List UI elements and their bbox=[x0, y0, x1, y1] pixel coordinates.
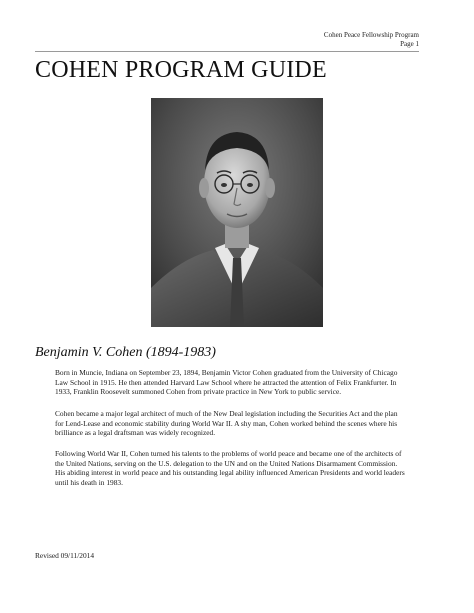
biography-paragraph: Born in Muncie, Indiana on September 23, 1894, Benjamin Victor Cohen graduated from the University of Chicago Law School in 1915. He then attended Harvard Law School where he attracted the attention of Felix Frankfurter. In 1933, Franklin Roosevelt summoned Cohen from private practice in New York to public service. bbox=[55, 368, 398, 396]
biography-heading: Benjamin V. Cohen (1894-1983) bbox=[35, 345, 216, 360]
document-title: COHEN PROGRAM GUIDE bbox=[35, 57, 327, 83]
biography-paragraph: Following World War II, Cohen turned his talents to the problems of world peace and became one of the architects of the United Nations, serving on the U.S. delegation to the UN and on the United Nations Disarmament Commission. His abiding interest in world peace and his outstanding legal ability influenced American Presidents and world leaders until his death in 1983. bbox=[55, 449, 405, 487]
biography-paragraph: Cohen became a major legal architect of much of the New Deal legislation including the Securities Act and the plan for Lend-Lease and economic stability during World War II. A shy man, Cohen worked behind the scenes where his brilliance as a legal draftsman was widely recognized. bbox=[55, 409, 398, 437]
page-header bbox=[324, 31, 419, 49]
header-program-name: Cohen Peace Fellowship Program bbox=[323, 31, 419, 39]
portrait-photo bbox=[151, 98, 323, 327]
header-page-number: Page 1 bbox=[400, 40, 419, 48]
revision-date: Revised 09/11/2014 bbox=[35, 551, 95, 560]
header-divider bbox=[35, 51, 419, 52]
